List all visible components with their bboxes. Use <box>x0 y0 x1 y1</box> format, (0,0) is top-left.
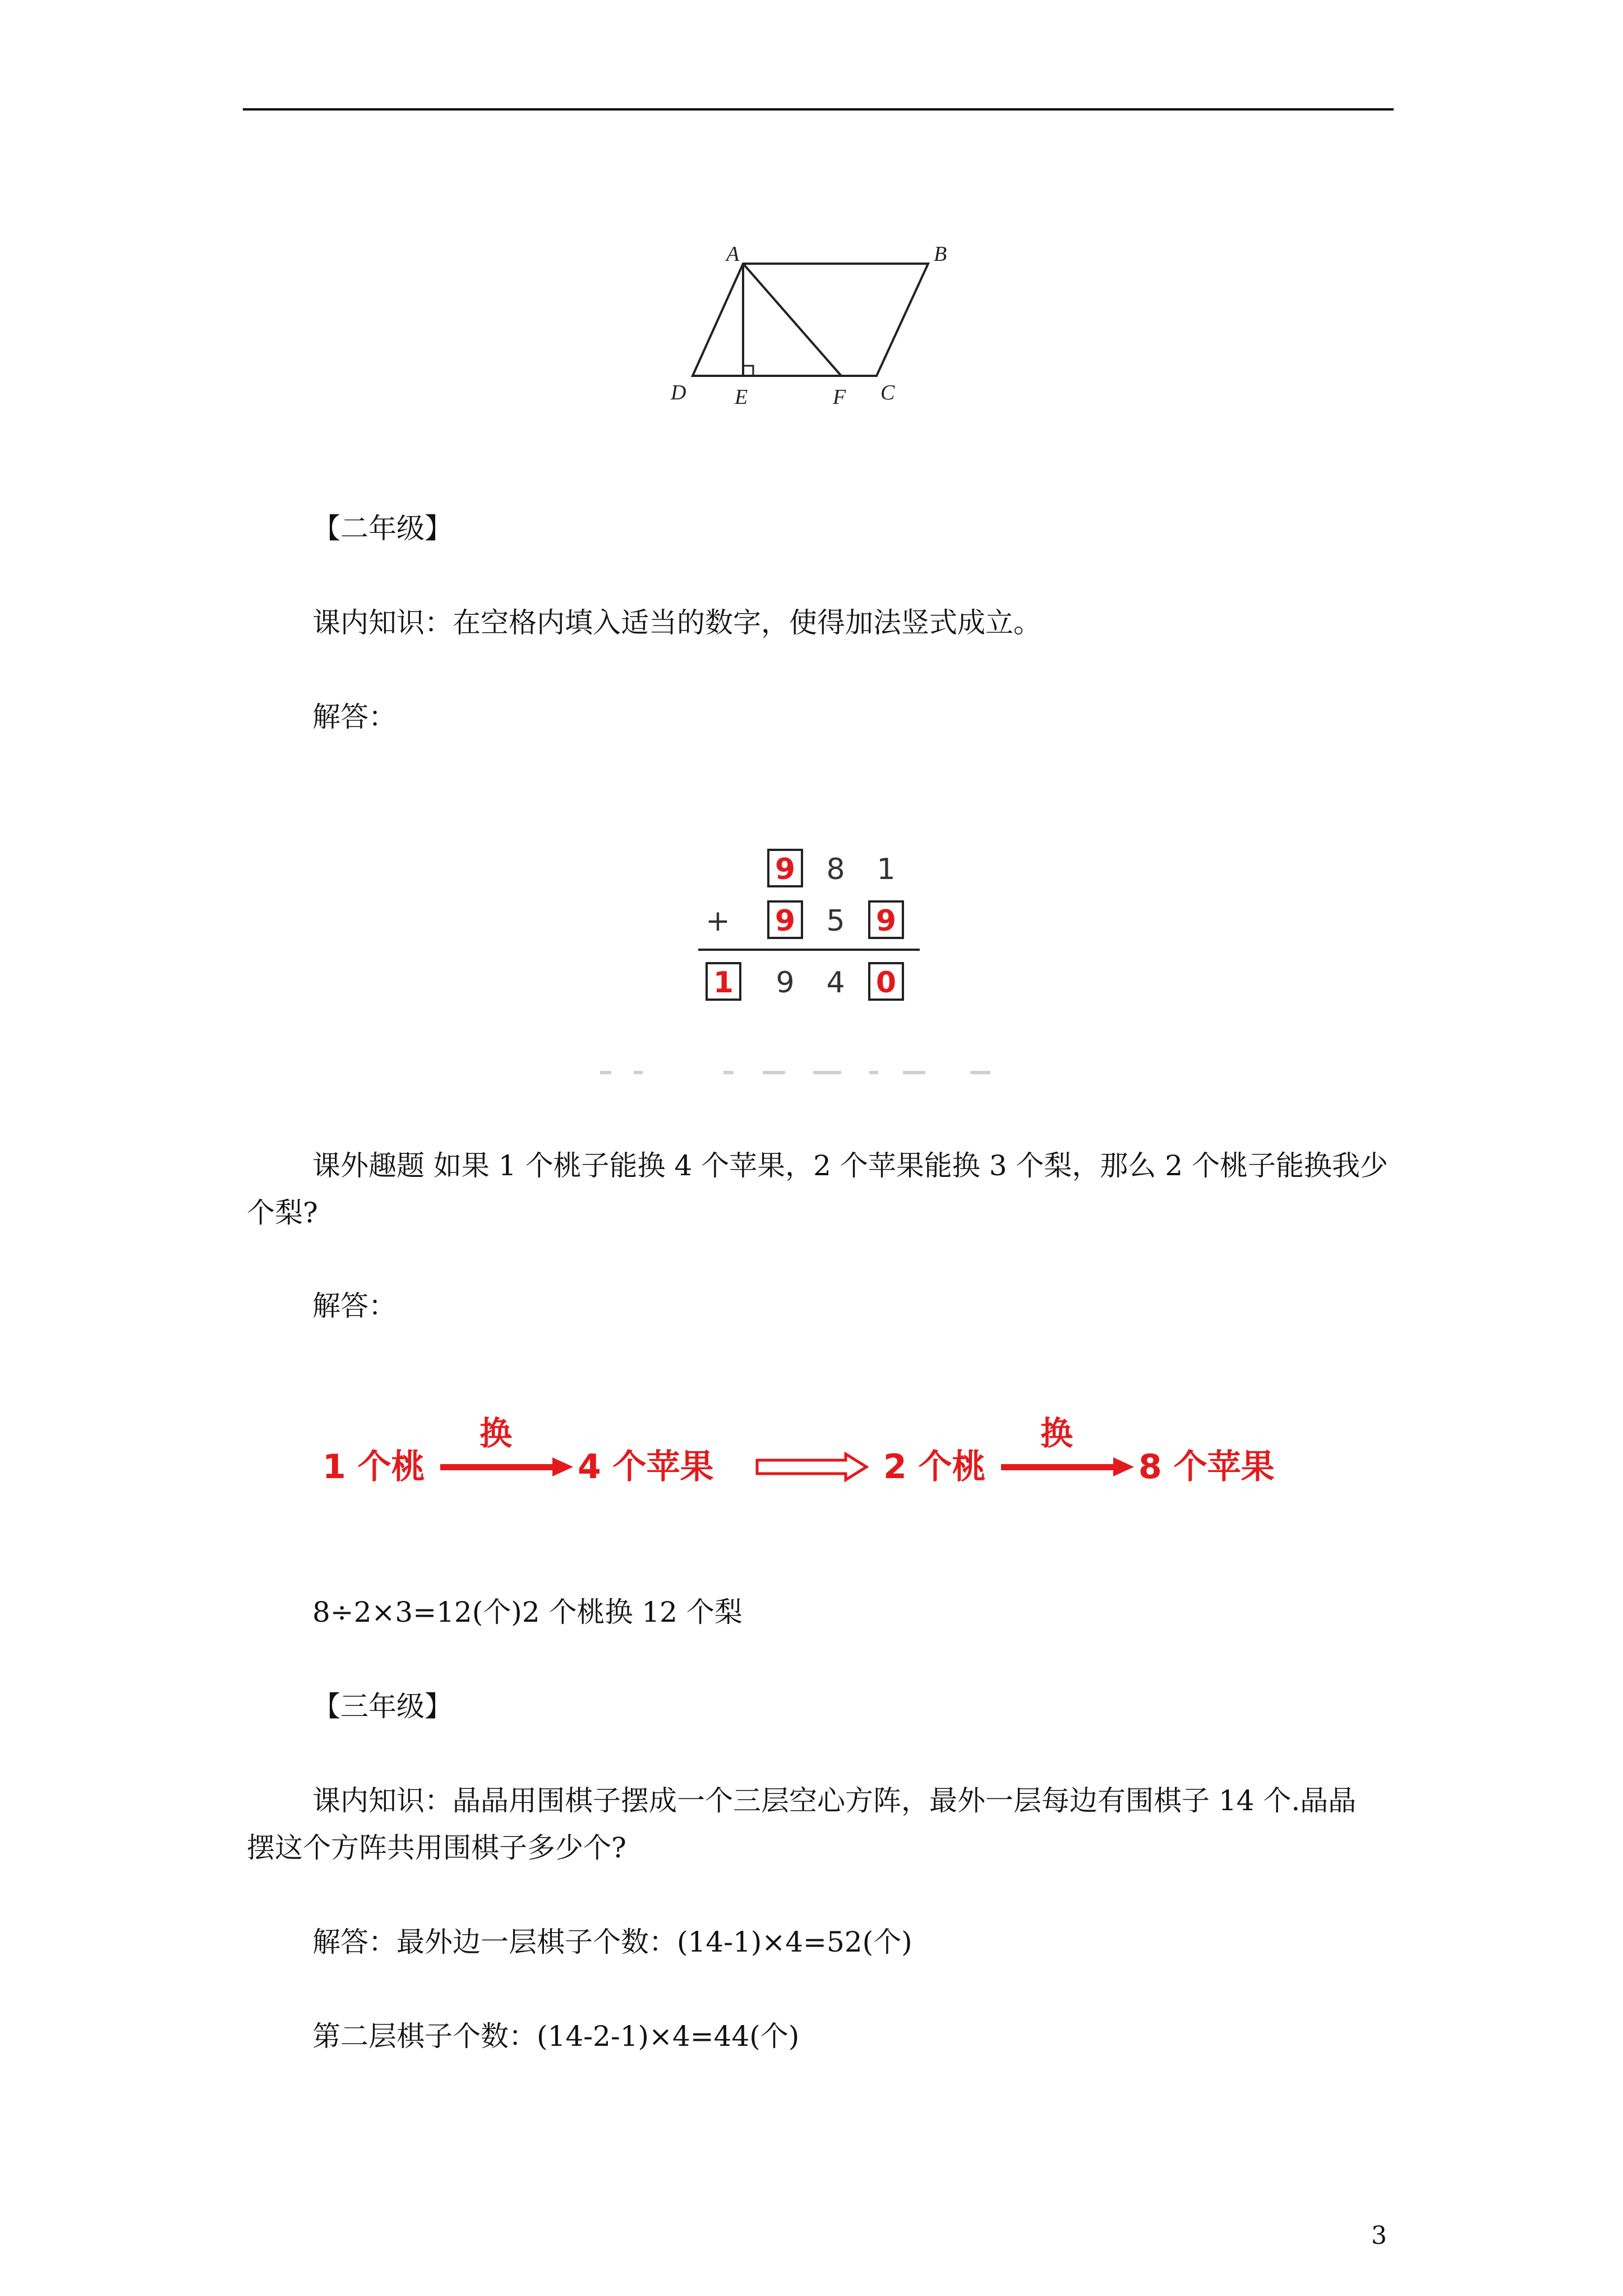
grade2-extra-question-line1: 课外趣题 如果 1 个桃子能换 4 个苹果，2 个苹果能换 3 个梨，那么 2 个桃子能换我少 <box>312 1149 1388 1182</box>
grade3-answer-line2: 第二层棋子个数：(14-2-1)×4=44(个) <box>312 2020 800 2053</box>
right-angle-mark <box>743 366 753 376</box>
digit-row2-hundreds: 9 <box>774 904 796 938</box>
exchange-left-verb: 换 <box>479 1414 513 1452</box>
exchange-right-verb: 换 <box>1040 1414 1073 1452</box>
exchange-right-from: 2 个桃 <box>883 1447 986 1487</box>
hollow-implies-arrow-icon <box>757 1454 866 1480</box>
exchange-left-from: 1 个桃 <box>322 1447 425 1487</box>
label-e: E <box>735 385 748 409</box>
digit-row1-ones: 1 <box>877 853 896 886</box>
arrow-left-icon <box>440 1457 573 1476</box>
grade2-extra-question-line2: 个梨? <box>247 1197 318 1229</box>
plus-sign: + <box>706 904 730 938</box>
grade2-heading: 【二年级】 <box>312 512 453 545</box>
label-c: C <box>880 381 895 404</box>
header-rule <box>243 108 1394 111</box>
digit-result-thousands: 1 <box>713 966 734 1000</box>
segment-af <box>743 264 841 376</box>
digit-result-tens: 4 <box>826 966 845 1000</box>
grade2-extra-answer-label: 解答： <box>312 1290 396 1322</box>
grade2-question: 课内知识：在空格内填入适当的数字，使得加法竖式成立。 <box>312 606 1041 639</box>
parallelogram-figure <box>662 241 959 415</box>
exchange-right-to: 8 个苹果 <box>1138 1447 1275 1487</box>
label-f: F <box>833 385 846 409</box>
page-number: 3 <box>1371 2221 1387 2250</box>
digit-row2-tens: 5 <box>826 904 845 938</box>
grade3-heading: 【三年级】 <box>312 1690 453 1723</box>
digit-row2-ones: 9 <box>875 904 897 938</box>
vertical-addition <box>695 839 937 1024</box>
digit-result-ones: 0 <box>875 966 897 1000</box>
grade2-result-line: 8÷2×3=12(个)2 个桃换 12 个梨 <box>312 1596 743 1628</box>
digit-result-hundreds: 9 <box>776 966 795 1000</box>
arrow-right-icon <box>1001 1457 1134 1476</box>
parallelogram-abcd <box>693 264 928 376</box>
digit-row1-hundreds: 9 <box>774 853 796 886</box>
label-d: D <box>671 381 686 404</box>
label-b: B <box>934 242 947 266</box>
label-a: A <box>726 242 740 266</box>
digit-row1-tens: 8 <box>826 853 845 886</box>
exchange-left-to: 4 个苹果 <box>578 1447 714 1487</box>
grade3-answer-line1: 解答：最外边一层棋子个数：(14-1)×4=52(个) <box>312 1926 912 1958</box>
grade3-question-line1: 课内知识：晶晶用围棋子摆成一个三层空心方阵，最外一层每边有围棋子 14 个.晶晶 <box>312 1784 1357 1817</box>
faint-scan-artifact <box>600 1069 1026 1076</box>
grade2-answer-label: 解答： <box>312 701 396 733</box>
grade3-question-line2: 摆这个方阵共用围棋子多少个? <box>247 1832 626 1864</box>
exchange-diagram <box>314 1402 1301 1509</box>
